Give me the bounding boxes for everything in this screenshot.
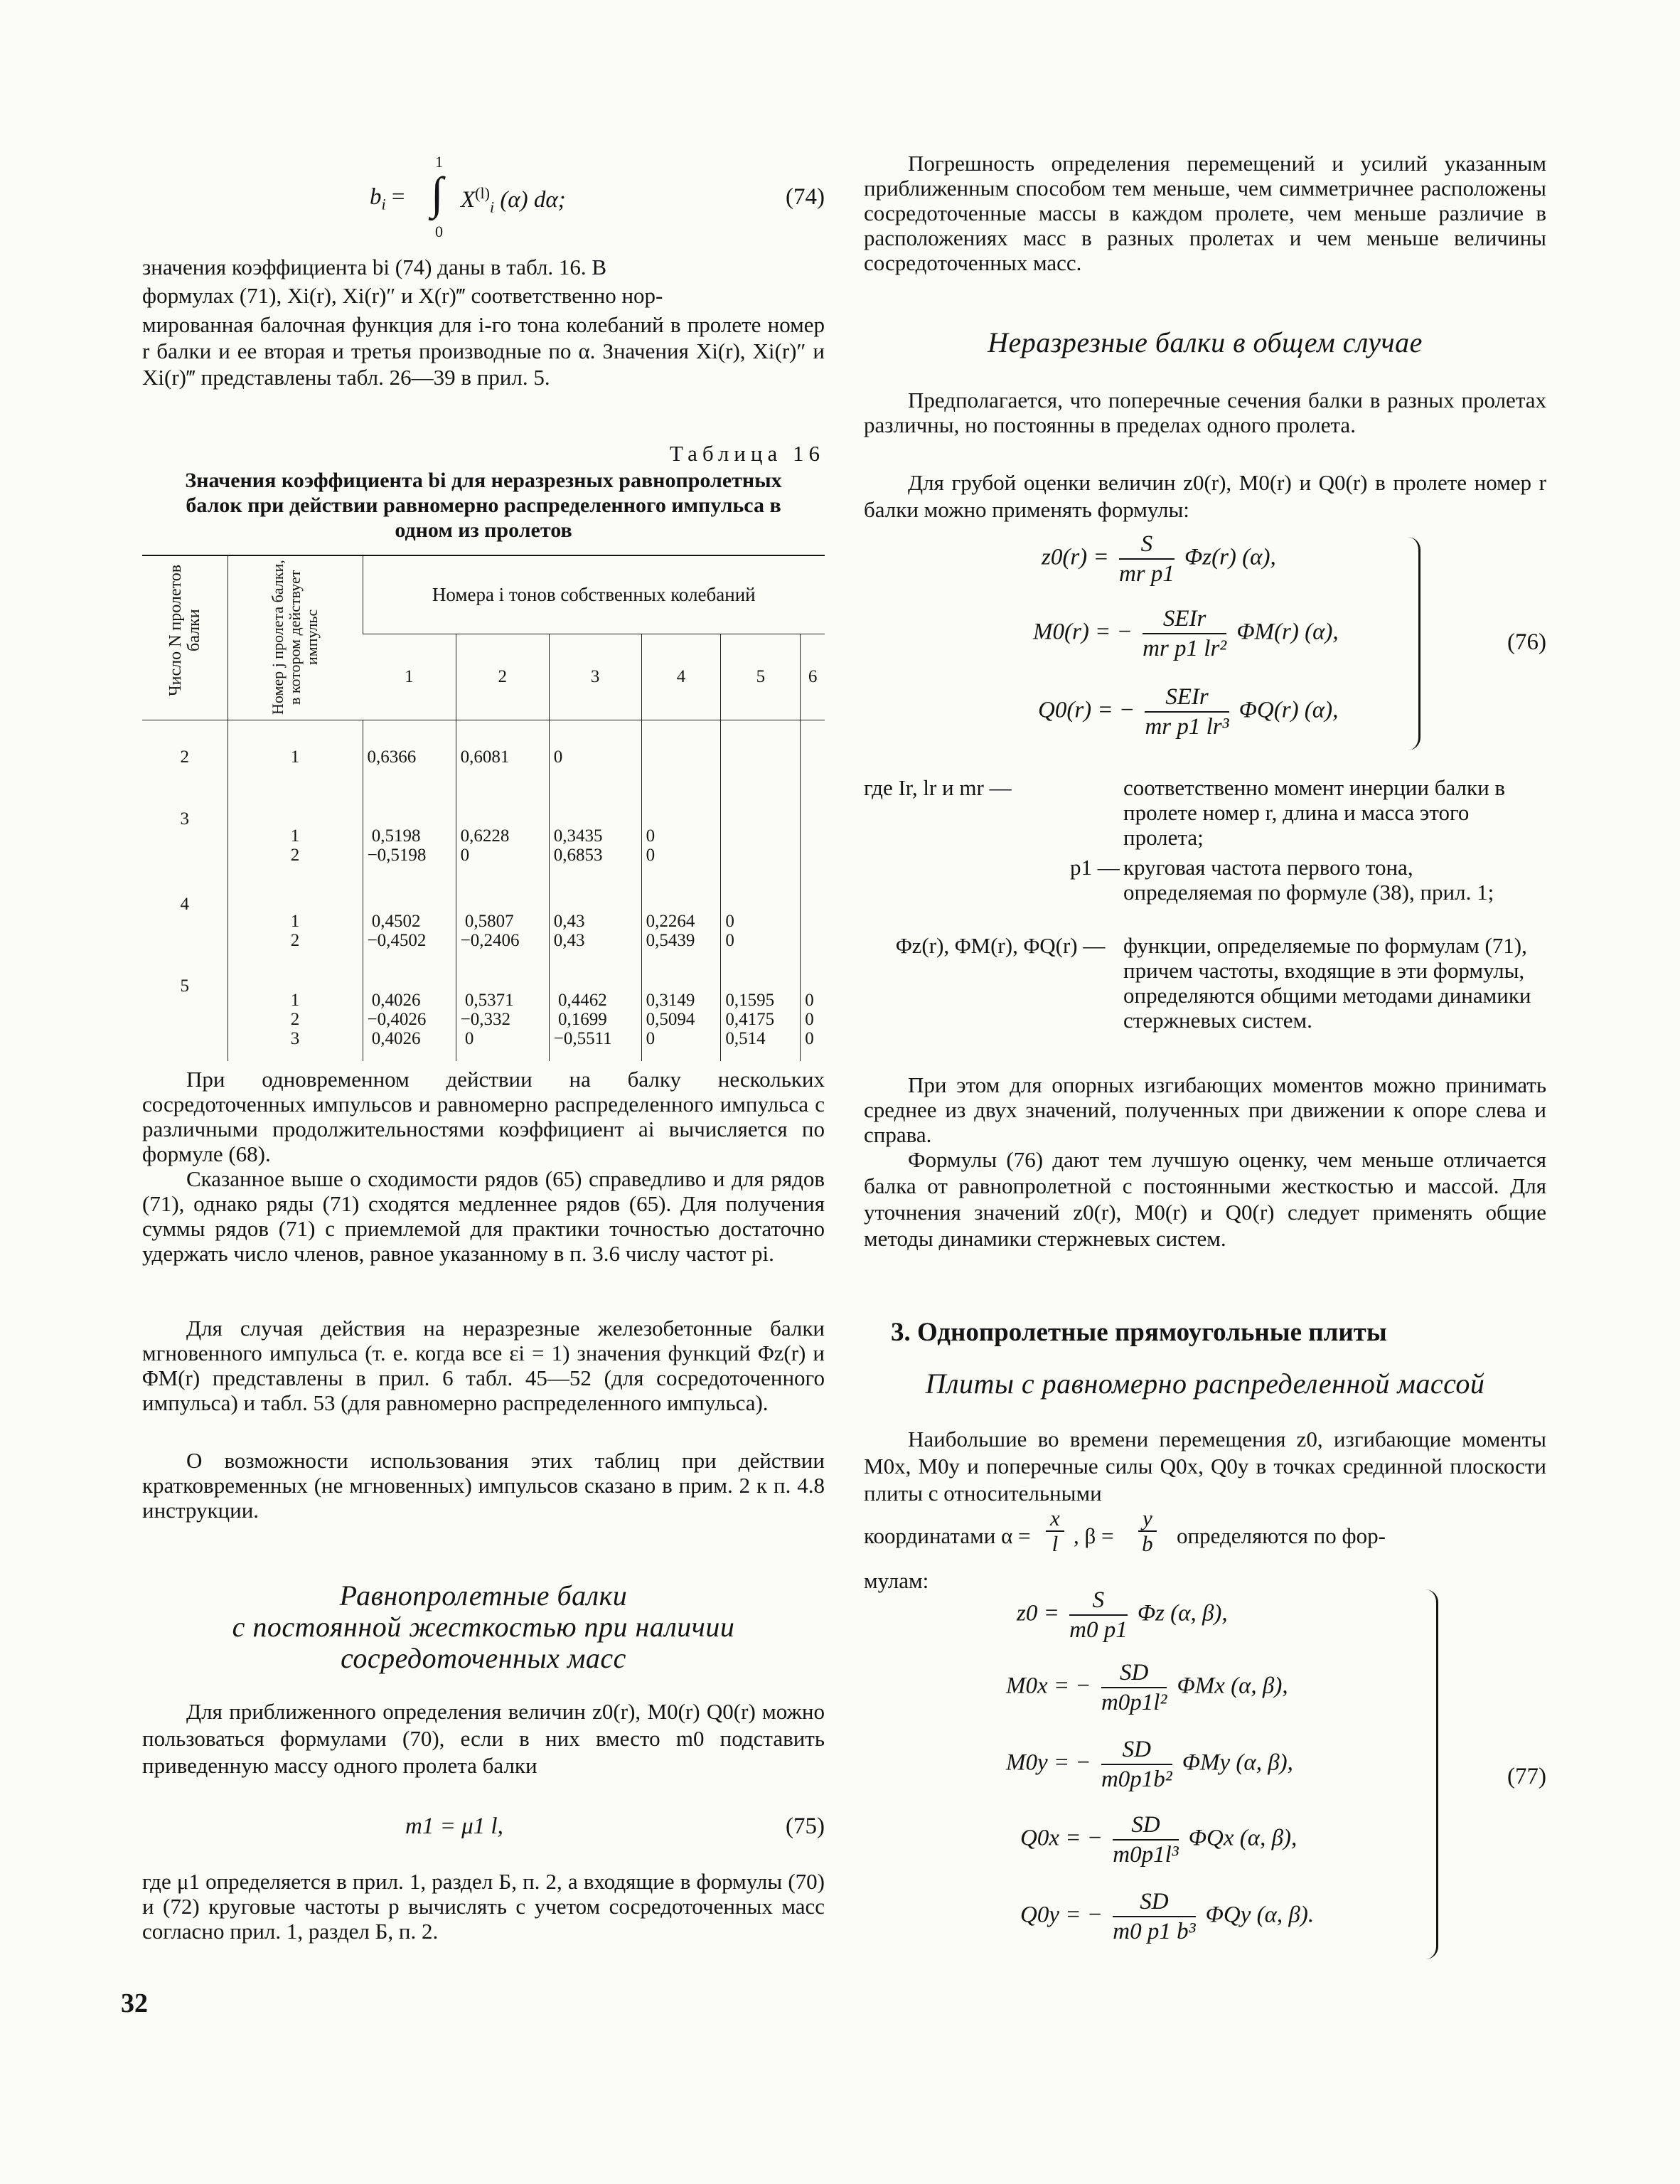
fraction (1145, 683, 1229, 741)
fraction (1113, 1887, 1195, 1946)
cell-j: 1 2 3 (228, 972, 363, 1061)
eq-rhs: Φz (α, β), (1137, 1600, 1228, 1626)
cell-j: 1 2 (228, 805, 363, 890)
definition-key: p1 — (1070, 855, 1120, 880)
eq-lhs: z0 = (1017, 1600, 1059, 1626)
paragraph-coeff-line1: значения коэффициента bi (74) даны в табл. 16. В (142, 255, 607, 279)
eq77-line-1 (1017, 1586, 1228, 1644)
denominator: mr p1 lr² (1143, 636, 1227, 661)
denominator: m0 p1 b³ (1113, 1919, 1196, 1944)
cell-n: 2 (180, 747, 189, 767)
definition-text: круговая частота первого тона, определяемая по формуле (38), прил. 1; (1123, 855, 1494, 905)
definition-text: соответственно момент инерции балки в пролете номер r, длина и масса этого пролета; (1123, 775, 1506, 850)
coordinates-suffix: определяются по фор- (1177, 1523, 1386, 1548)
eq76-line-2 (1033, 604, 1339, 663)
equation-number: (77) (1507, 1764, 1546, 1789)
paragraph-rough-estimate: Для грубой оценки величин z0(r), M0(r) и Q0(r) в пролете номер r балки можно применять формулы: (864, 470, 1546, 522)
table-row (142, 805, 825, 890)
cell-value (801, 720, 825, 805)
section-heading-continuous-beams: Неразрезные балки в общем случае (988, 326, 1423, 358)
table-title: Значения коэффициента bi для неразрезных равнопролетных балок при действии равномерно распределенного импульса в одном из пролетов (185, 469, 782, 542)
eq76-line-1 (1042, 530, 1276, 588)
eq74-isub: i (489, 198, 495, 216)
cell-value: 0,5807 −0,2406 (456, 890, 549, 972)
cell-value: 0,43 0,43 (549, 890, 641, 972)
fraction (1101, 1658, 1167, 1717)
paragraph-approx: Для приближенного определения величин z0(r), M0(r) Q0(r) можно пользоваться формулами (70), если в них вместо m0 подставить приведенную массу одного пролета балки (142, 1699, 825, 1778)
numerator: SD (1101, 1658, 1167, 1688)
denominator: l (1052, 1531, 1059, 1556)
denominator: m0 p1 (1069, 1617, 1128, 1643)
paragraph-assumption: Предполагается, что поперечные сечения балки в разных пролетах различны, но постоянны в пределах одного пролета. (864, 388, 1546, 437)
eq-rhs: ΦQx (α, β), (1188, 1825, 1298, 1851)
eq74-sup: (l) (475, 184, 490, 202)
paragraph-usage: О возможности использования этих таблиц при действии кратковременных (не мгновенных) импульсов сказано в прим. 2 к п. 4.8 инструкции. (142, 1448, 825, 1523)
eq-rhs: ΦMx (α, β), (1177, 1673, 1288, 1699)
section-heading-equal-span-beams (142, 1580, 825, 1674)
eq74-arg: (α) dα; (494, 187, 566, 213)
cell-n: 5 (180, 976, 189, 996)
denominator: m0p1l² (1101, 1690, 1167, 1715)
numerator: x (1046, 1506, 1064, 1532)
cell-value: 0,3435 0,6853 (549, 805, 641, 890)
fraction (1113, 1811, 1178, 1869)
right-brace (1408, 537, 1420, 750)
numerator: y (1138, 1506, 1157, 1532)
tone-1: 1 (363, 634, 456, 720)
paragraph-mu: где μ1 определяется в прил. 1, раздел Б, п. 2, а входящие в формулы (70) и (72) круговые частоты p вычислять с учетом сосредоточенных масс согласно прил. 1, раздел Б, п. 2. (142, 1869, 825, 1944)
eq74-upper-limit: 1 (435, 153, 443, 171)
tone-6: 6 (801, 634, 825, 720)
cell-value: 0,2264 0,5439 (641, 890, 721, 972)
section-heading-plates: 3. Однопролетные прямоугольные плиты (891, 1318, 1387, 1347)
eq74-equals: = (385, 184, 405, 210)
coordinates-line (864, 1506, 1546, 1563)
equation-76 (864, 530, 1546, 765)
page-number: 32 (121, 1988, 148, 2018)
cell-value (801, 805, 825, 890)
cell-value: 0,3149 0,5094 0 (641, 972, 721, 1061)
paragraph-coeff-line2: формулах (71), Xi(r), Xi(r)″ и X(r)‴ соответственно нор- (142, 283, 663, 308)
eq-rhs: ΦQy (α, β). (1205, 1902, 1315, 1928)
eq-rhs: ΦM(r) (α), (1236, 619, 1339, 645)
table-caption: Таблица 16 (669, 441, 825, 466)
numerator: S (1119, 530, 1175, 560)
cell-value: 0,6081 (456, 720, 549, 805)
eq-rhs: Φz(r) (α), (1184, 544, 1276, 570)
paragraph-max-displacements: Наибольшие во времени перемещения z0, изгибающие моменты M0x, M0y и поперечные силы Q0x, Q0y в точках срединной плоскости плиты с относительными (864, 1427, 1546, 1506)
numerator: SD (1101, 1735, 1172, 1765)
equation-75 (142, 1813, 825, 1842)
paragraph-convergence: Сказанное выше о сходимости рядов (65) справедливо и для рядов (71), однако ряды (71) сходятся медленнее рядов (65). Для получения суммы рядов (71) с приемлемой для практики точностью достаточно удержать число членов, равное указанному в п. 3.6 числу частот pi. (142, 1166, 825, 1266)
cell-n: 3 (180, 809, 189, 829)
cell-value: 0,4462 0,1699 −0,5511 (549, 972, 641, 1061)
cell-value: 0 0 (641, 805, 721, 890)
eq74-integrand: X (461, 187, 476, 213)
equation-77 (864, 1586, 1546, 1970)
eq77-line-2 (1006, 1658, 1288, 1717)
eq75-body: m1 = μ1 l, (405, 1813, 503, 1839)
table-row (142, 890, 825, 972)
paragraph-error: Погрешность определения перемещений и усилий указанным приближенным способом тем меньше, чем симметричнее расположены сосредоточенные массы в каждом пролете, чем меньше различие в расположениях масс в разных пролетах и чем меньше величины сосредоточенных масс. (864, 151, 1546, 275)
tone-3: 3 (549, 634, 641, 720)
fraction (1101, 1735, 1172, 1794)
cell-j: 1 (228, 720, 363, 805)
numerator: S (1069, 1586, 1128, 1616)
cell-n: 4 (180, 895, 189, 914)
cell-value: 0,6228 0 (456, 805, 549, 890)
cell-value (801, 890, 825, 972)
fraction (1138, 1506, 1157, 1556)
eq-lhs: M0x = − (1006, 1673, 1091, 1699)
values-table (142, 556, 825, 1061)
tone-5: 5 (721, 634, 801, 720)
fraction (1069, 1586, 1128, 1644)
paragraph-simultaneous: При одновременном действии на балку нескольких сосредоточенных импульсов и равномерно распределенного импульса с различными продолжительностями коэффициент ai вычисляется по формуле (68). (142, 1067, 825, 1166)
eq77-line-5 (1020, 1887, 1314, 1946)
eq-rhs: ΦQ(r) (α), (1238, 697, 1339, 723)
cell-value: 0 0 (721, 890, 801, 972)
header-tones: Номера i тонов собственных колебаний (363, 556, 825, 634)
eq74-lhs: b (370, 184, 382, 210)
paragraph-formulas-76: Формулы (76) дают тем лучшую оценку, чем меньше отличается балка от равнопролетной с постоянными жесткостью и массой. Для уточнения значений z0(r), M0(r) и Q0(r) следует применять общие методы динамики стержневых систем. (864, 1147, 1546, 1251)
numerator: SEIr (1145, 683, 1229, 713)
eq77-line-4 (1020, 1811, 1297, 1869)
tone-4: 4 (641, 634, 721, 720)
eq-lhs: Q0x = − (1020, 1825, 1103, 1851)
heading-line: с постоянной жесткостью при наличии (232, 1611, 735, 1643)
tone-2: 2 (456, 634, 549, 720)
definition-key: Φz(r), ΦM(r), ΦQ(r) — (896, 933, 1106, 958)
equation-number: (76) (1507, 629, 1546, 655)
eq-rhs: ΦMy (α, β), (1182, 1749, 1293, 1776)
cell-value: 0,5371 −0,332 0 (456, 972, 549, 1061)
cell-value: 0,4502 −0,4502 (363, 890, 456, 972)
equation-74 (370, 153, 825, 245)
header-n: Число N пролетов балки (142, 556, 228, 720)
coordinates-prefix: координатами α = (864, 1523, 1031, 1548)
cell-value: 0,1595 0,4175 0,514 (721, 972, 801, 1061)
denominator: mr p1 (1118, 561, 1175, 587)
eq77-line-3 (1006, 1735, 1293, 1794)
paragraph-support-moments: При этом для опорных изгибающих моментов можно принимать среднее из двух значений, полученных при движении к опоре слева и справа. (864, 1072, 1546, 1147)
eq-lhs: Q0y = − (1020, 1902, 1103, 1928)
heading-line: Равнопролетные балки (339, 1580, 628, 1612)
equation-number: (74) (786, 184, 825, 210)
eq74-lower-limit: 0 (435, 223, 443, 240)
eq74-sub: i (381, 195, 386, 213)
header-j: Номер j пролета балки, в котором действует импульс (228, 556, 363, 720)
table-row (142, 972, 825, 1061)
denominator: mr p1 lr³ (1145, 714, 1229, 740)
table-header-row (142, 556, 825, 634)
paragraph-instant-impulse: Для случая действия на неразрезные железобетонные балки мгновенного импульса (т. е. когда все εi = 1) значения функций Φz(r) и ΦM(r) представлены в прил. 6 табл. 45—52 (для сосредоточенного импульса) и табл. 53 (для равномерно распределенного импульса). (142, 1316, 825, 1415)
numerator: SD (1113, 1811, 1178, 1841)
eq-lhs: M0y = − (1006, 1749, 1091, 1776)
coordinates-mid: , β = (1074, 1523, 1114, 1548)
cell-value: 0 0 0 (801, 972, 825, 1061)
eq76-line-3 (1038, 683, 1338, 741)
denominator: b (1142, 1531, 1153, 1556)
fraction (1046, 1506, 1064, 1556)
fraction (1119, 530, 1175, 588)
equation-number: (75) (786, 1813, 825, 1839)
definition-text: функции, определяемые по формулам (71), причем частоты, входящие в эти формулы, определяются общими методами динамики стержневых систем. (1123, 933, 1531, 1033)
fraction (1143, 604, 1226, 663)
table-16 (142, 555, 825, 1061)
eq-lhs: z0(r) = (1042, 544, 1109, 570)
right-brace (1425, 1589, 1438, 1959)
section-heading-uniform-mass: Плиты с равномерно распределенной массой (925, 1368, 1485, 1400)
table-row (142, 720, 825, 805)
cell-value: 0,4026 −0,4026 0,4026 (363, 972, 456, 1061)
numerator: SD (1113, 1887, 1195, 1917)
integral-sign: ∫ (431, 168, 444, 218)
cell-value: 0,6366 (363, 720, 456, 805)
denominator: m0p1b² (1101, 1767, 1172, 1792)
paragraph-coeff-rest: мированная балочная функция для i-го тона колебаний в пролете номер r балки и ее вторая и третья производные по α. Значения Xi(r), Xi(r)″ и Xi(r)‴ представлены табл. 26—39 в прил. 5. (142, 312, 825, 390)
eq-lhs: Q0(r) = − (1038, 697, 1135, 723)
cell-value: 0 (549, 720, 641, 805)
cell-value: 0,5198 −0,5198 (363, 805, 456, 890)
paragraph-formulas-label: мулам: (864, 1568, 929, 1593)
eq-lhs: M0(r) = − (1033, 619, 1133, 645)
denominator: m0p1l³ (1113, 1842, 1179, 1868)
cell-value (721, 720, 801, 805)
cell-j: 1 2 (228, 890, 363, 972)
cell-value (641, 720, 721, 805)
definition-key: где Ir, lr и mr — (864, 775, 1012, 800)
numerator: SEIr (1143, 604, 1226, 634)
cell-value (721, 805, 801, 890)
heading-line: сосредоточенных масс (341, 1642, 626, 1674)
